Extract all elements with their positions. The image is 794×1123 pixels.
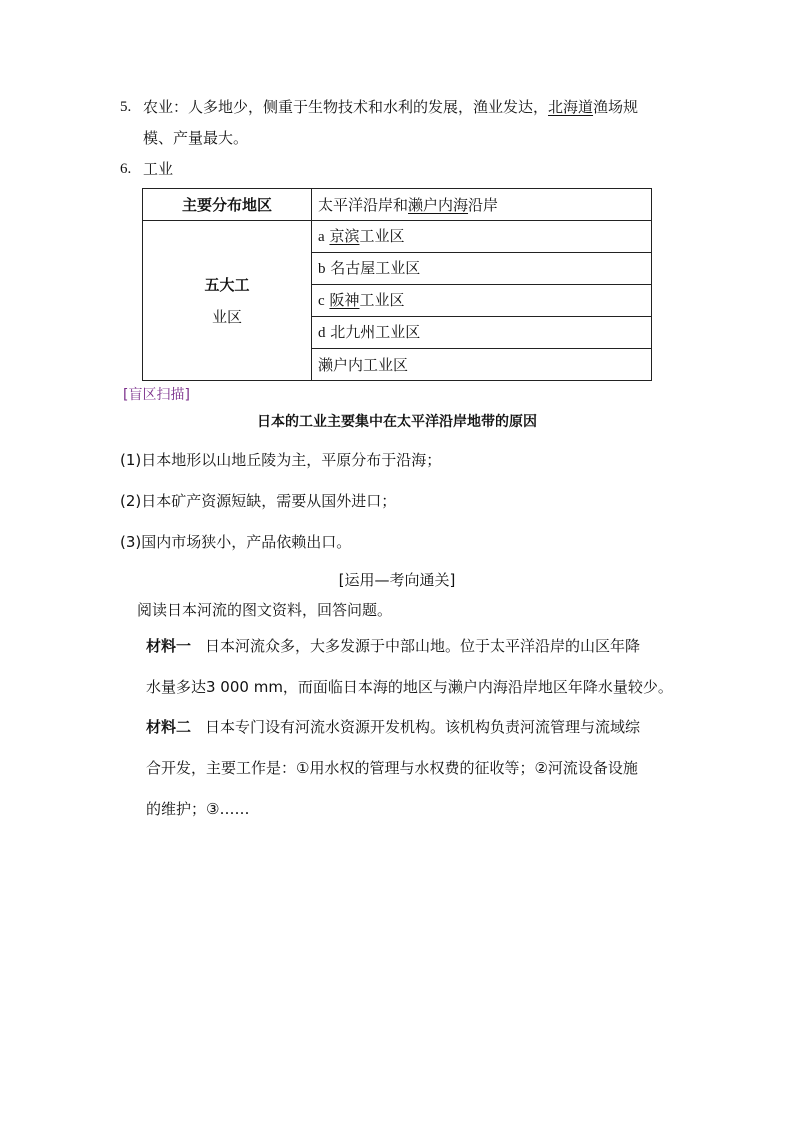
seto-inland-sea-underline: 濑户内海 <box>408 195 469 214</box>
blind-spot-heading: 日本的工业主要集中在太平洋沿岸地带的原因 <box>257 414 537 430</box>
item5-text: 农业：人多地少，侧重于生物技术和水利的发展，渔业发达， <box>143 98 549 116</box>
hokkaido-underline: 北海道 <box>548 98 594 116</box>
region-prefix: a <box>318 229 325 245</box>
region-prefix: b <box>318 261 326 277</box>
region-cell <box>312 317 652 349</box>
five-zones-label <box>143 221 312 381</box>
reason-3: (3)国内市场狭小，产品依赖出口。 <box>120 533 352 551</box>
material1-line2: 水量多达3 000 mm，而面临日本海的地区与濑户内海沿岸地区年降水量较少。 <box>146 678 673 696</box>
distribution-text: 太平洋沿岸和 <box>318 195 409 214</box>
table-row <box>143 221 652 253</box>
material2-line1 <box>146 717 640 737</box>
region-underline: 京滨 <box>329 227 360 245</box>
region-name: 北九州工业区 <box>330 323 421 341</box>
material2-line2: 合开发，主要工作是：①用水权的管理与水权费的征收等；②河流设备设施 <box>146 759 638 777</box>
region-prefix: c <box>318 293 325 309</box>
five-zones-label-line2: 业区 <box>211 307 242 326</box>
five-zones-label-line1: 五大工 <box>204 275 250 294</box>
material1-label: 材料一 <box>146 637 192 655</box>
region-cell <box>312 349 652 381</box>
region-name: 濑户内工业区 <box>318 355 409 374</box>
material2-line3: 的维护；③…… <box>146 800 250 818</box>
item6-number: 6. <box>120 161 132 177</box>
region-prefix: d <box>318 325 326 341</box>
region-name: 工业区 <box>359 227 405 245</box>
distribution-text-tail: 沿岸 <box>468 195 499 214</box>
material2-label: 材料二 <box>146 718 192 736</box>
distribution-label: 主要分布地区 <box>143 189 312 221</box>
region-underline: 阪神 <box>329 291 360 309</box>
region-cell <box>312 253 652 285</box>
item6-title: 工业 <box>143 160 174 178</box>
item5-line2: 模、产量最大。 <box>143 129 249 147</box>
material1-text: 日本河流众多，大多发源于中部山地。位于太平洋沿岸的山区年降 <box>205 637 641 655</box>
distribution-value <box>312 189 652 221</box>
region-cell <box>312 221 652 253</box>
reason-2: (2)日本矿产资源短缺，需要从国外进口； <box>120 492 397 510</box>
industry-table <box>142 188 652 381</box>
practice-tag: [运用—考向通关] <box>338 571 456 589</box>
material2-text: 日本专门设有河流水资源开发机构。该机构负责河流管理与流域综 <box>205 718 641 736</box>
item5-number: 5. <box>120 99 132 115</box>
blind-spot-tag: [盲区扫描] <box>123 387 190 403</box>
table-row <box>143 189 652 221</box>
item5-text-tail: 渔场规 <box>593 98 639 116</box>
item5-line1 <box>143 97 638 117</box>
region-name: 工业区 <box>359 291 405 309</box>
region-cell <box>312 285 652 317</box>
material1-line1 <box>146 636 640 656</box>
reason-1: (1)日本地形以山地丘陵为主，平原分布于沿海； <box>120 451 442 469</box>
practice-intro: 阅读日本河流的图文资料，回答问题。 <box>137 601 393 619</box>
region-name: 名古屋工业区 <box>330 259 421 277</box>
